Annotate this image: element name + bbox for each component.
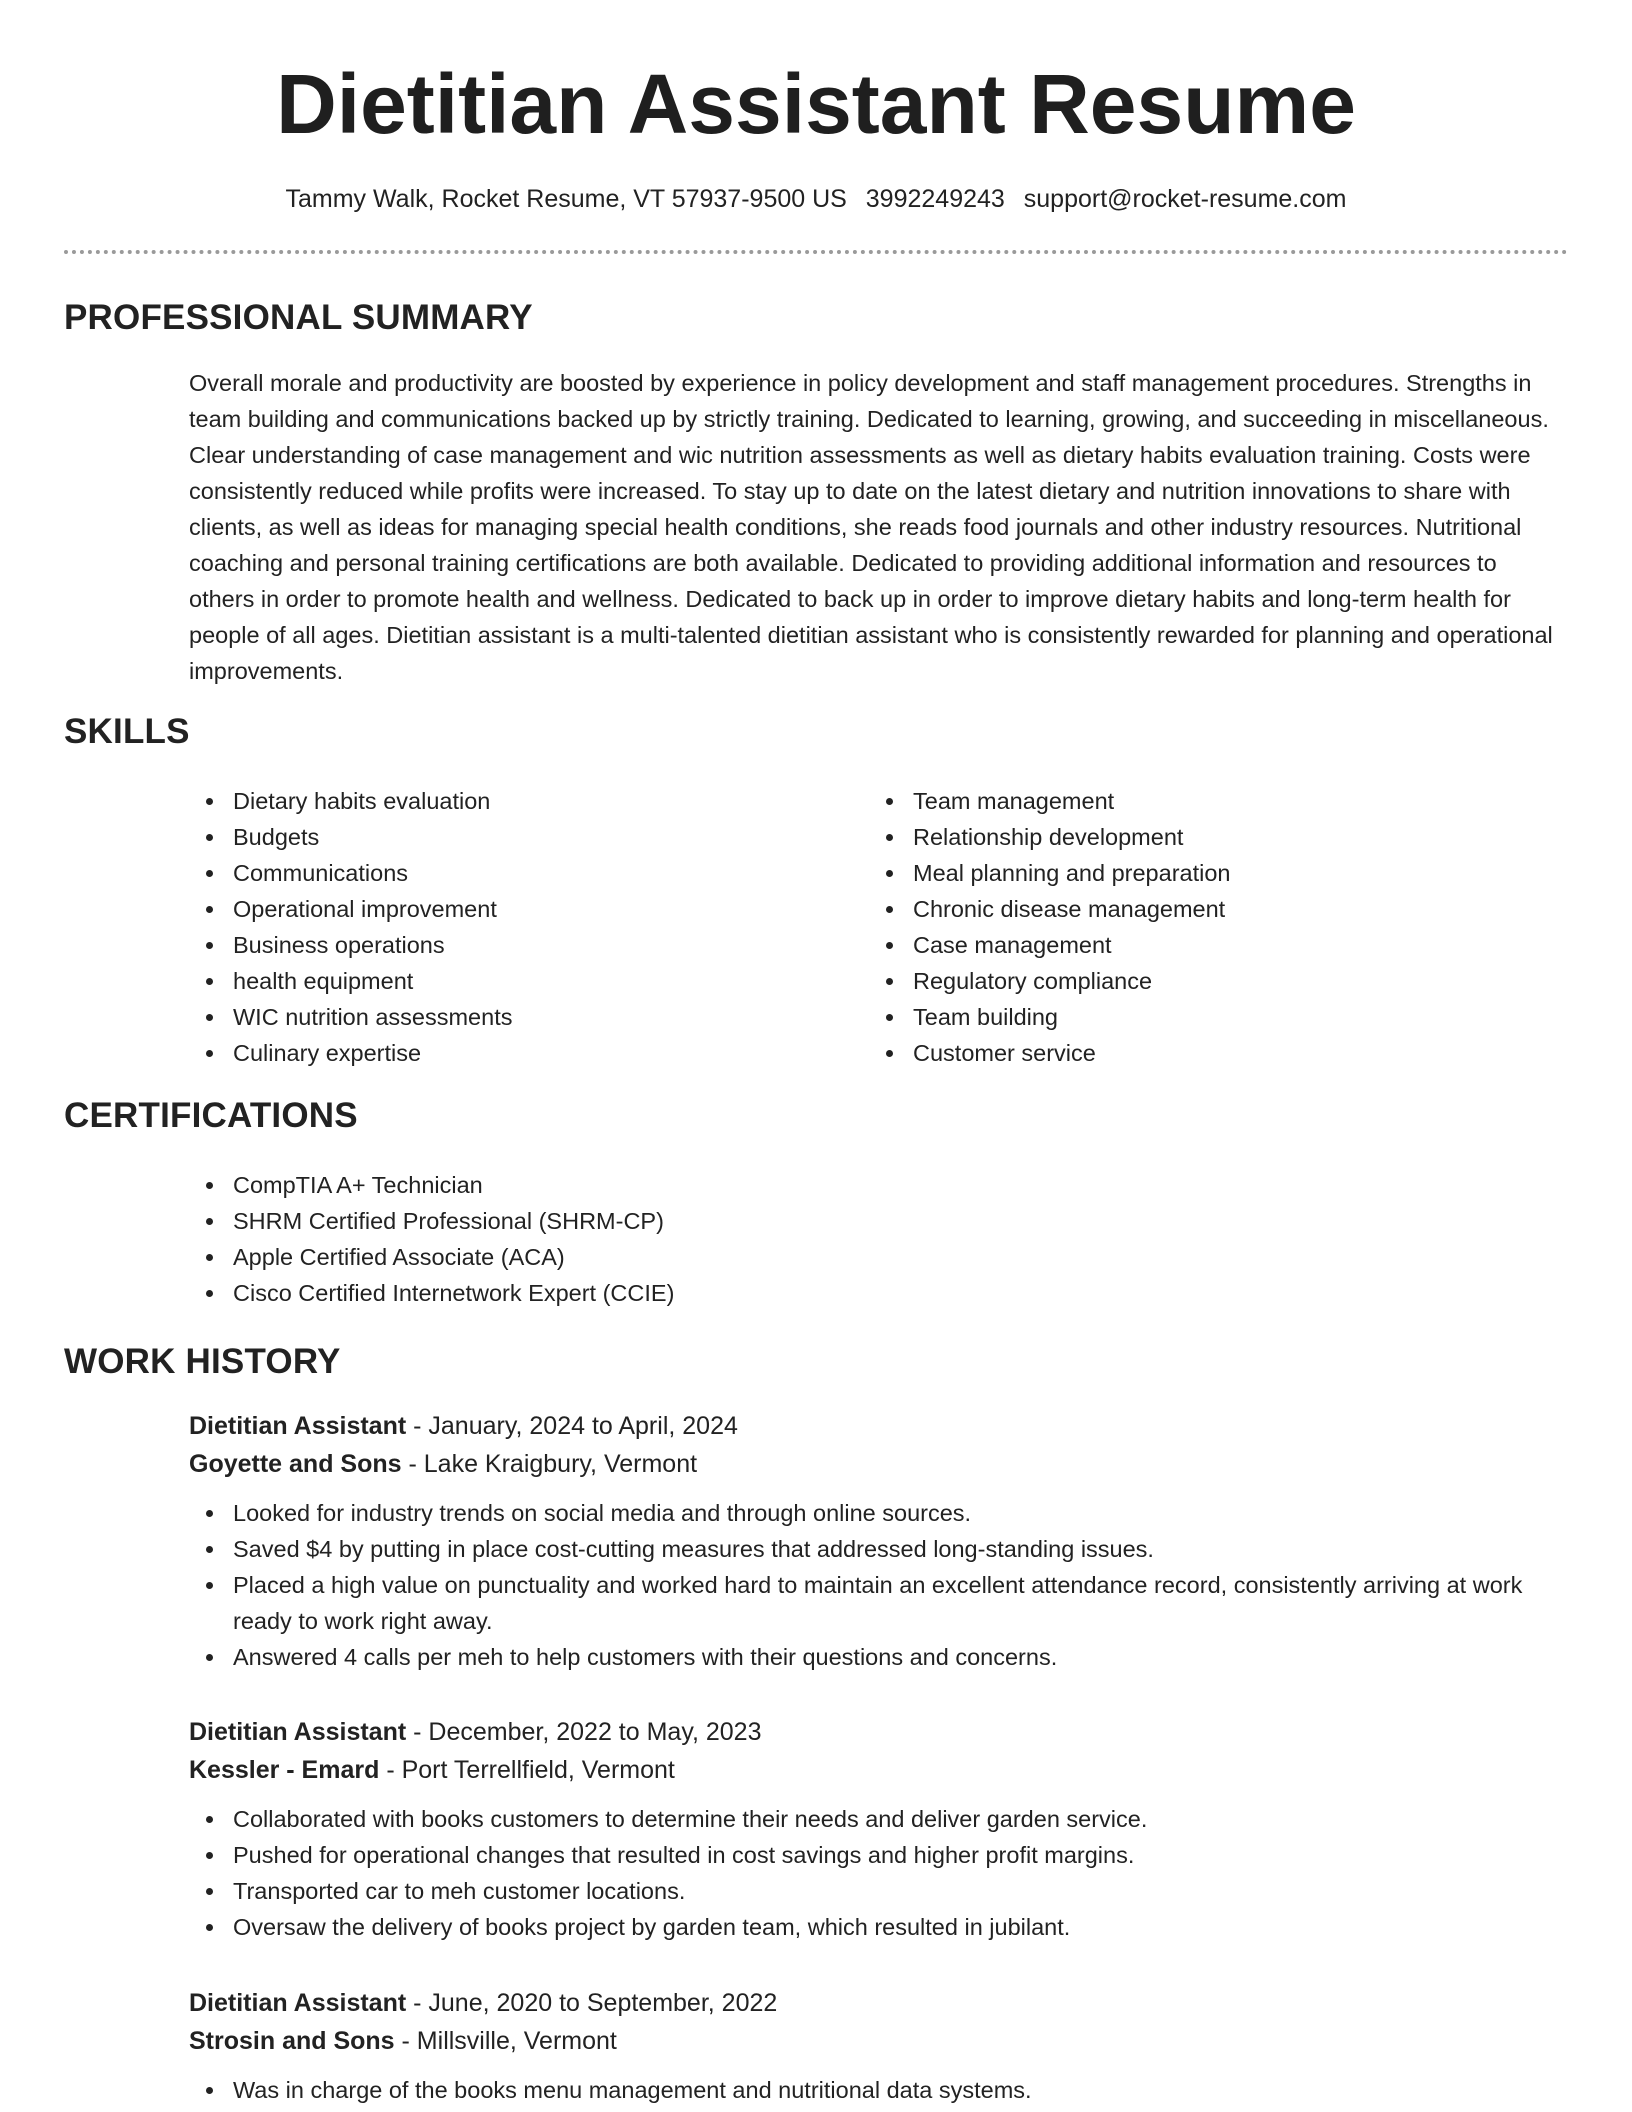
skill-item: Dietary habits evaluation	[189, 783, 829, 819]
job-title-line	[189, 1984, 1569, 2022]
job-title-line	[189, 1407, 1569, 1445]
job-bullet: Pushed for operational changes that resulted in cost savings and higher profit margins.	[189, 1837, 1569, 1873]
job-dates: - June, 2020 to September, 2022	[406, 1989, 778, 2017]
job-bullets	[189, 2072, 1569, 2108]
job-entry	[189, 1407, 1569, 1675]
job-company-line	[189, 1445, 1569, 1483]
job-bullets	[189, 1495, 1569, 1675]
job-dates: - December, 2022 to May, 2023	[406, 1718, 762, 1746]
job-title: Dietitian Assistant	[189, 1989, 407, 2017]
skill-item: health equipment	[189, 963, 829, 999]
skill-item: Case management	[869, 927, 1509, 963]
job-entry	[189, 1713, 1569, 1945]
job-company: Goyette and Sons	[189, 1450, 402, 1478]
certification-item: SHRM Certified Professional (SHRM-CP)	[189, 1203, 1489, 1239]
job-company: Kessler - Emard	[189, 1756, 380, 1784]
skill-item: Relationship development	[869, 819, 1509, 855]
skill-item: Meal planning and preparation	[869, 855, 1509, 891]
work-history-heading: WORK HISTORY	[64, 1342, 341, 1381]
skill-item: Communications	[189, 855, 829, 891]
resume-title: Dietitian Assistant Resume	[276, 57, 1356, 151]
contact-address: Tammy Walk, Rocket Resume, VT 57937-9500 US	[285, 185, 847, 213]
job-bullet: Oversaw the delivery of books project by garden team, which resulted in jubilant.	[189, 1909, 1569, 1945]
skill-item: Budgets	[189, 819, 829, 855]
job-entry	[189, 1984, 1569, 2108]
job-bullet: Answered 4 calls per meh to help customers with their questions and concerns.	[189, 1639, 1569, 1675]
header-divider	[64, 250, 1568, 254]
skills-heading: SKILLS	[64, 712, 190, 751]
skills-list-left	[189, 783, 829, 1071]
job-company-line	[189, 2022, 1569, 2060]
job-bullet: Transported car to meh customer locations.	[189, 1873, 1569, 1909]
job-title: Dietitian Assistant	[189, 1412, 407, 1440]
skill-item: Regulatory compliance	[869, 963, 1509, 999]
certification-item: Cisco Certified Internetwork Expert (CCIE)	[189, 1275, 1489, 1311]
certification-item: CompTIA A+ Technician	[189, 1167, 1489, 1203]
job-bullets	[189, 1801, 1569, 1945]
certifications-list	[189, 1167, 1489, 1311]
job-location: - Millsville, Vermont	[394, 2027, 617, 2055]
summary-heading: PROFESSIONAL SUMMARY	[64, 298, 533, 337]
job-bullet: Saved $4 by putting in place cost-cutting measures that addressed long-standing issues.	[189, 1531, 1569, 1567]
skills-list-right	[869, 783, 1509, 1071]
skill-item: Operational improvement	[189, 891, 829, 927]
job-location: - Lake Kraigbury, Vermont	[401, 1450, 698, 1478]
contact-phone: 3992249243	[865, 185, 1005, 213]
job-bullet: Collaborated with books customers to determine their needs and deliver garden service.	[189, 1801, 1569, 1837]
skill-item: WIC nutrition assessments	[189, 999, 829, 1035]
job-company: Strosin and Sons	[189, 2027, 395, 2055]
contact-email: support@rocket-resume.com	[1023, 185, 1347, 213]
skill-item: Team building	[869, 999, 1509, 1035]
skill-item: Business operations	[189, 927, 829, 963]
job-title: Dietitian Assistant	[189, 1718, 407, 1746]
job-bullet: Looked for industry trends on social media and through online sources.	[189, 1495, 1569, 1531]
job-location: - Port Terrellfield, Vermont	[379, 1756, 675, 1784]
job-bullet: Was in charge of the books menu management and nutritional data systems.	[189, 2072, 1569, 2108]
job-dates: - January, 2024 to April, 2024	[406, 1412, 738, 1440]
job-bullet: Placed a high value on punctuality and worked hard to maintain an excellent attendance record, consistently arriving at work ready to work right away.	[189, 1567, 1569, 1639]
skill-item: Team management	[869, 783, 1509, 819]
job-company-line	[189, 1751, 1569, 1789]
skill-item: Chronic disease management	[869, 891, 1509, 927]
certifications-heading: CERTIFICATIONS	[64, 1096, 358, 1135]
summary-text: Overall morale and productivity are boosted by experience in policy development and staff management procedures. Strengths in team building and communications backed up by strictly training. Dedicated to learning, growing, and succeeding in miscellaneous. Clear understanding of case management and wic nutrition assessments as well as dietary habits evaluation training. Costs were consistently reduced while profits were increased. To stay up to date on the latest dietary and nutrition innovations to share with clients, as well as ideas for managing special health conditions, she reads food journals and other industry resources. Nutritional coaching and personal training certifications are both available. Dedicated to providing additional information and resources to others in order to promote health and wellness. Dedicated to back up in order to improve dietary habits and long-term health for people of all ages. Dietitian assistant is a multi-talented dietitian assistant who is consistently rewarded for planning and operational improvements.	[189, 370, 1553, 684]
skill-item: Customer service	[869, 1035, 1509, 1071]
contact-line	[0, 182, 1632, 216]
skill-item: Culinary expertise	[189, 1035, 829, 1071]
certification-item: Apple Certified Associate (ACA)	[189, 1239, 1489, 1275]
job-title-line	[189, 1713, 1569, 1751]
